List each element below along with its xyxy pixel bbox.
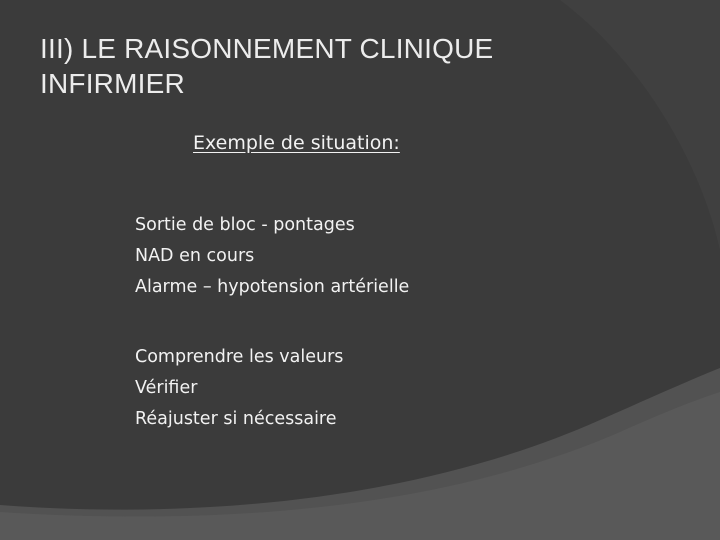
list-item: Vérifier <box>135 378 198 398</box>
list-item: Sortie de bloc - pontages <box>135 215 355 235</box>
slide-title-line-2: INFIRMIER <box>40 68 185 99</box>
list-item: NAD en cours <box>135 246 255 266</box>
background-arc-bottom-inner <box>0 392 720 540</box>
situation-list <box>135 210 409 303</box>
action-list <box>135 342 343 435</box>
list-item: Alarme – hypotension artérielle <box>135 277 410 297</box>
list-item: Comprendre les valeurs <box>135 347 344 367</box>
slide-title-line-1: III) LE RAISONNEMENT CLINIQUE <box>40 33 494 64</box>
slide-title <box>40 31 660 101</box>
situation-subheading: Exemple de situation: <box>193 132 400 154</box>
list-item: Réajuster si nécessaire <box>135 409 337 429</box>
